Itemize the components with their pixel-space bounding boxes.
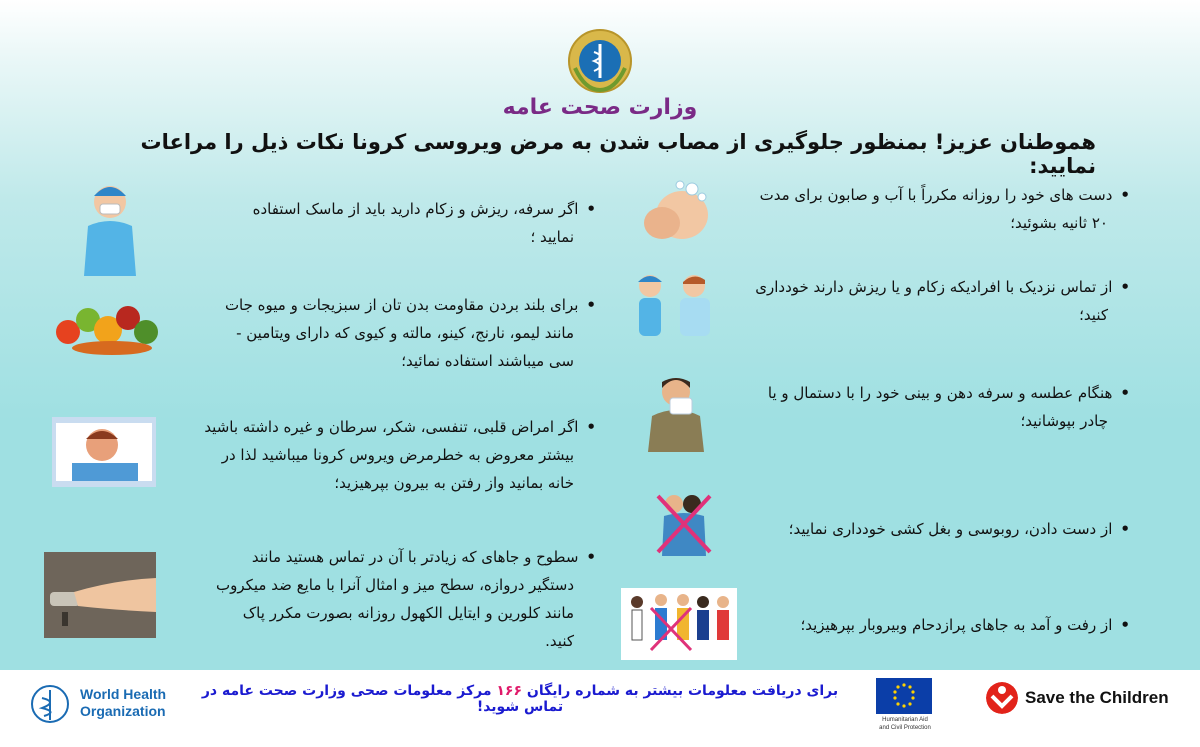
save-the-children-logo-icon xyxy=(986,682,1018,714)
handwashing-icon xyxy=(638,175,718,247)
tip-item: •از تماس نزدیک با افرادیکه زکام و یا ریزش دارند خودداری کنید؛ xyxy=(755,278,1130,324)
save-the-children-name: Save the Children xyxy=(1025,688,1169,707)
sick-in-bed-icon xyxy=(52,417,156,487)
masked-person-icon xyxy=(72,176,148,276)
vegetables-icon xyxy=(52,296,170,356)
tip-item: •برای بلند بردن مقاومت بدن تان از سبزیجات و میوه جات مانند لیمو، نارنج، کینو، مالته و کیوی که دارای ویتامین - سی میباشند استفاده نمائید؛ xyxy=(224,296,596,370)
tip-item: •هنگام عطسه و سرفه دهن و بینی خود را با دستمال و یا چادر بپوشانید؛ xyxy=(767,384,1130,430)
ministry-emblem-icon xyxy=(567,28,633,94)
eu-label: Humanitarian Aid and Civil Protection xyxy=(879,717,931,731)
tip-item: •سطوح و جاهای که زیادتر با آن در تماس هستید مانند دستگیر دروازه، سطح میز و امثال آنرا با مایع ضد میکروب مانند کلورین و ایتایل الکهول روزانه بصورت مکرر پاک کنید. xyxy=(215,548,596,650)
eu-flag-icon xyxy=(876,678,932,714)
who-name: World Health Organization xyxy=(80,686,167,719)
door-handle-icon xyxy=(44,552,156,638)
ministry-title: وزارت صحت عامه xyxy=(502,95,698,120)
tip-item: •دست های خود را روزانه مکرراً با آب و صابون برای مدت ۲۰ ثانیه بشوئید؛ xyxy=(759,186,1130,232)
hotline-number: ۱۶۶ xyxy=(496,683,523,699)
page-headline: هموطنان عزیز! بمنظور جلوگیری از مصاب شدن به مرض ویروسی کرونا نکات ذیل را مراعات نمایید: xyxy=(140,130,1096,178)
no-hugging-icon xyxy=(654,492,714,556)
tip-item: •از رفت و آمد به جاهای پرازدحام وبیروبار بپرهیزید؛ xyxy=(800,616,1130,634)
tip-item: •از دست دادن، روبوسی و بغل کشی خودداری نمایید؛ xyxy=(788,520,1130,538)
sick-people-icon xyxy=(632,272,722,338)
crowd-icon xyxy=(621,588,737,660)
sneezing-man-icon xyxy=(636,372,716,452)
tip-item: •اگر سرفه، ریزش و زکام دارید باید از ماسک استفاده نمایید ؛ xyxy=(252,200,596,246)
hotline-note: برای دریافت معلومات بیشتر به شماره رایگان ۱۶۶ مرکز معلومات صحی وزارت صحت عامه در تماس شوید! xyxy=(201,683,839,715)
tip-item: •اگر امراض قلبی، تنفسی، شکر، سرطان و غیره داشته باشید بیشتر معروض به خطرمرض ویروس کرونا میباشید لذا در خانه بمانید واز رفتن به بیرون بپرهیزید؛ xyxy=(204,418,596,492)
